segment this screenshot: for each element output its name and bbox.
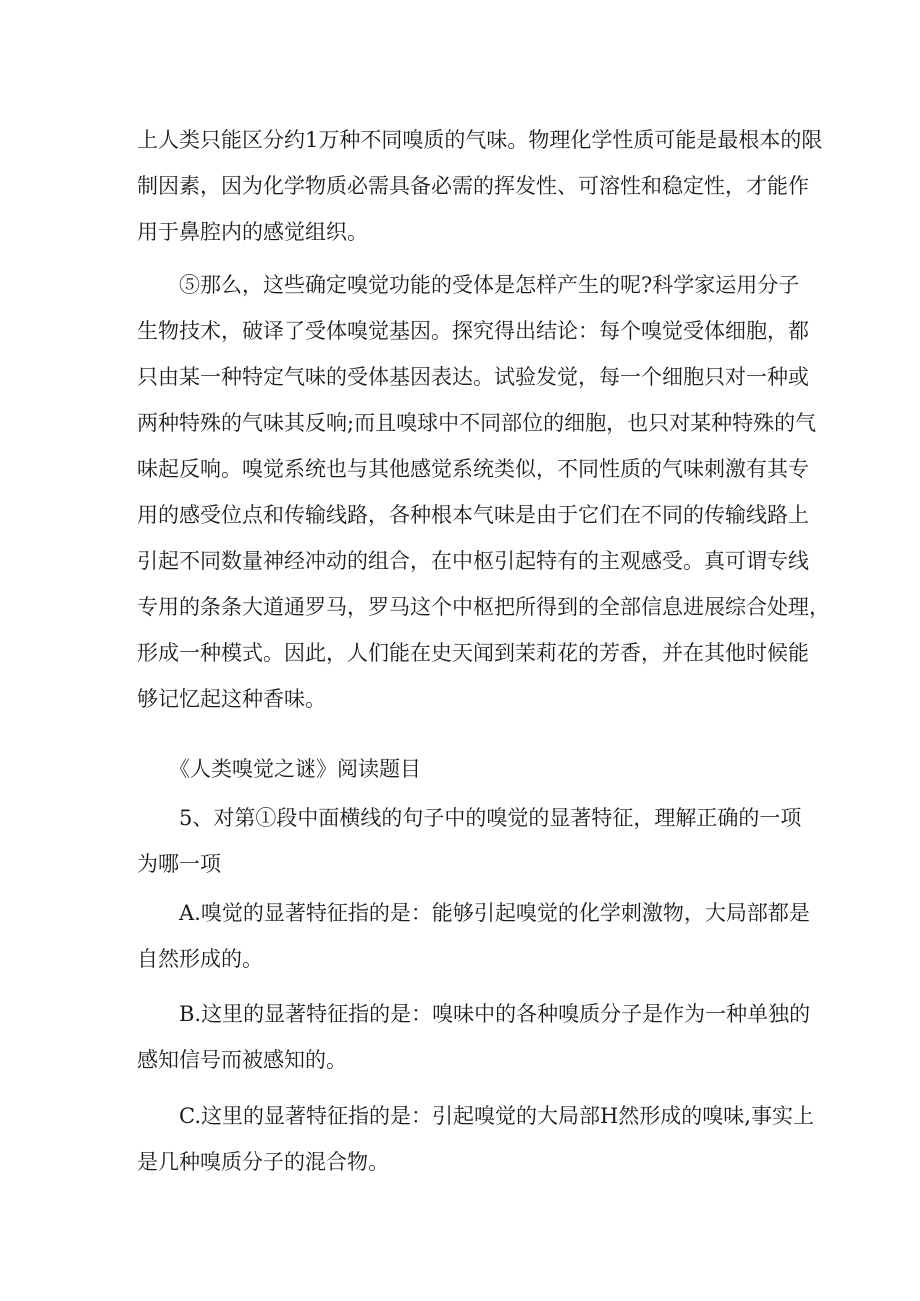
- option-line: 是几种嗅质分子的混合物。: [137, 1150, 389, 1174]
- text-line: 味起反响。嗅觉系统也与其他感觉系统类似，不同性质的气味刺激有其专: [137, 457, 809, 481]
- option-a: [137, 890, 810, 982]
- question-line: 为哪一项: [137, 852, 221, 876]
- option-line: 感知信号而被感知的。: [137, 1048, 347, 1072]
- section-title-text: 《人类嗅觉之谜》阅读题目: [169, 757, 421, 781]
- text-line: 专用的条条大道通罗马，罗马这个中枢把所得到的全部信息进展综合处理，: [137, 595, 830, 619]
- text-line: 用的感受位点和传输线路，各种根本气味是由于它们在不同的传输线路上: [137, 503, 809, 527]
- option-line: A.嗅觉的显著特征指的是：能够引起嗅觉的化学刺激物，大局部都是: [179, 901, 810, 925]
- text-line: 生物技术，破译了受体嗅觉基因。探究得出结论：每个嗅觉受体细胞，都: [137, 319, 809, 343]
- question-line: 5、对第①段中面横线的句子中的嗅觉的显著特征，理解正确的一项: [179, 806, 802, 830]
- section-title: [137, 746, 787, 792]
- question-5: [137, 795, 802, 887]
- text-line: 制因素，因为化学物质必需具备必需的挥发性、可溶性和稳定性，才能作: [137, 174, 809, 198]
- text-line: ⑤那么，这些确定嗅觉功能的受体是怎样产生的呢?科学家运用分子: [179, 273, 800, 297]
- option-line: C.这里的显著特征指的是：引起嗅觉的大局部H然形成的嗅味,事实上: [179, 1104, 814, 1128]
- text-line: 引起不同数量神经冲动的组合，在中枢引起特有的主观感受。真可谓专线: [137, 549, 809, 573]
- text-line: 上人类只能区分约1万种不同嗅质的气味。物理化学性质可能是最根本的限: [137, 128, 823, 152]
- text-line: 只由某一种特定气味的受体基因表达。试验发觉，每一个细胞只对一种或: [137, 365, 809, 389]
- text-line: 两种特殊的气味其反响;而且嗅球中不同部位的细胞，也只对某种特殊的气: [137, 411, 817, 435]
- paragraph-5: [137, 262, 830, 722]
- option-line: B.这里的显著特征指的是：嗅味中的各种嗅质分子是作为一种单独的: [179, 1002, 811, 1026]
- paragraph-4-tail: [137, 117, 823, 255]
- text-line: 够记忆起这种香味。: [137, 687, 326, 711]
- text-line: 用于鼻腔内的感觉组织。: [137, 220, 368, 244]
- option-line: 自然形成的。: [137, 947, 263, 971]
- option-c: [137, 1093, 814, 1185]
- text-line: 形成一种模式。因此，人们能在史天闻到茉莉花的芳香，并在其他时候能: [137, 641, 809, 665]
- option-b: [137, 991, 811, 1083]
